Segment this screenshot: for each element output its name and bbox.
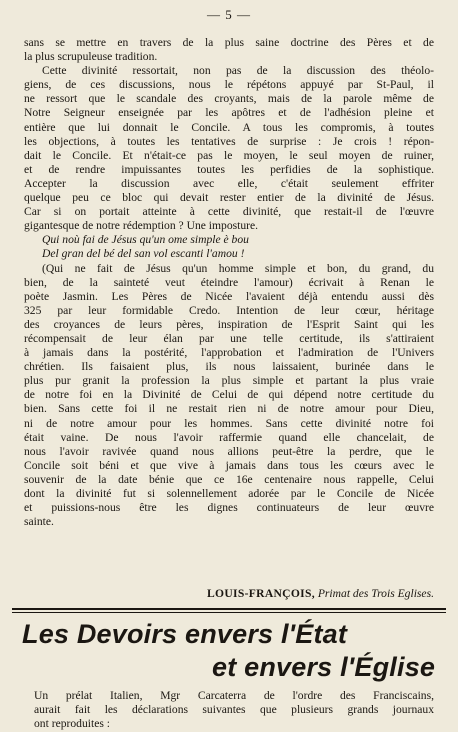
text-line: sans se mettre en travers de la plus saine doctrine des Pères et de: [24, 36, 434, 49]
text-line: et de rendre impuissantes toutes les perfidies de la sophistique.: [24, 162, 434, 176]
signature-name: LOUIS-FRANÇOIS,: [207, 587, 315, 600]
text-line: les objections, à toutes les tentatives de surprise : Je crois ! répon-: [24, 134, 434, 148]
text-line: à jamais dans la postérité, l'approbation et l'admiration de l'Univers: [24, 346, 434, 360]
text-line: des croyances de leurs pères, inspiration de l'Esprit Saint qui les: [24, 317, 434, 331]
text-line: Concile soit béni et que vive à jamais dans tous les cœurs avec le: [24, 458, 434, 472]
text-line: aurait fait les déclarations suivantes que plusieurs grands journaux: [34, 703, 434, 717]
text-line: giens, de ces discussions, nous le répétons appuyé par St-Paul, il: [24, 78, 434, 92]
text-line: (Qui ne fait de Jésus qu'un homme simple et bon, du grand, du: [42, 261, 434, 275]
text-line: ne ressort que le scandale des croyants, mais de la parole même de: [24, 92, 434, 106]
text-line: et puissions-nous être les dignes continuateurs de leur œuvre: [24, 501, 434, 515]
text-line: ont reproduites :: [34, 717, 110, 731]
section-divider-thin: [12, 612, 446, 613]
text-line: dait le Concile. Et n'était-ce pas le moyen, le seul moyen de ruiner,: [24, 148, 434, 162]
text-line: gigantesque de notre rédemption ? Une imposture.: [24, 219, 259, 233]
text-line: poète Jasmin. Les Pères de Nicée l'avaient déjà entendu aussi dès: [24, 289, 434, 303]
text-line: de notre foi en la Divinité de Celui de qui dépend notre certitude du: [24, 388, 434, 402]
text-line: Un prélat Italien, Mgr Carcaterra de l'ordre des Franciscains,: [34, 689, 434, 702]
text-line: Accepter la discussion avec elle, c'était seulement effriter: [24, 176, 434, 190]
text-line: Car si on portait atteinte à cette divinité, que restait-il de l'œuvre: [24, 205, 434, 219]
text-line: plus pur granit la profession la plus simple et partant la plus vraie: [24, 374, 434, 388]
text-line: dont la divinité fut si solennellement adorée par le Concile de Nicée: [24, 487, 434, 500]
text-line: était vaine. De nous l'avoir raffermie quand elle chancelait, de: [24, 430, 434, 444]
headline-line-1: Les Devoirs envers l'État: [22, 619, 348, 649]
text-line: sainte.: [24, 515, 54, 529]
text-line: souvenir de la date bénie que ce 16e centenaire nous rappelle, Celui: [24, 472, 434, 486]
text-line: bien, de la sainteté veut éteindre l'amour) écrivait à Renan le: [24, 275, 434, 289]
intro-paragraph: [34, 689, 434, 732]
text-line: Qui noù fai de Jésus qu'un ome simple è bou: [42, 233, 249, 247]
text-line: la plus scrupuleuse tradition.: [24, 50, 158, 64]
text-line: quelque peu ce bloc qui devait rester entier de la divinité de Jésus.: [24, 191, 434, 205]
article-body: [24, 36, 434, 529]
signature-title: Primat des Trois Eglises.: [317, 587, 434, 600]
text-line: Del gran del bé del san vol escanti l'amou !: [42, 247, 245, 261]
text-line: nous l'avoir ravivée quand nous allions peut-être la perdre, que le: [24, 444, 434, 458]
page-number: — 5 —: [207, 7, 251, 22]
section-divider-thick: [12, 608, 446, 610]
text-line: entière que lui donnait le Concile. A tous les compromis, à toutes: [24, 120, 434, 134]
signature: [24, 587, 434, 600]
text-line: Notre Seigneur enseignée par les apôtres et de l'adhésion pleine et: [24, 106, 434, 120]
text-line: bien. Sans cette foi il ne restait rien ni de notre amour pour Dieu,: [24, 402, 434, 416]
text-line: chrétien. Ils faisaient plus, ils nous laissaient, burinée dans le: [24, 360, 434, 374]
text-line: ni de notre amour pour les hommes. Sans cette divinité notre foi: [24, 416, 434, 430]
text-line: 325 par leur formidable Credo. Intention de leur cœur, héritage: [24, 303, 434, 317]
text-line: récompensait de leur élan par une telle certitude, ils s'attiraient: [24, 331, 434, 345]
headline-line-2: et envers l'Église: [212, 652, 436, 682]
text-line: Cette divinité ressortait, non pas de la discussion des théolo-: [42, 64, 434, 78]
